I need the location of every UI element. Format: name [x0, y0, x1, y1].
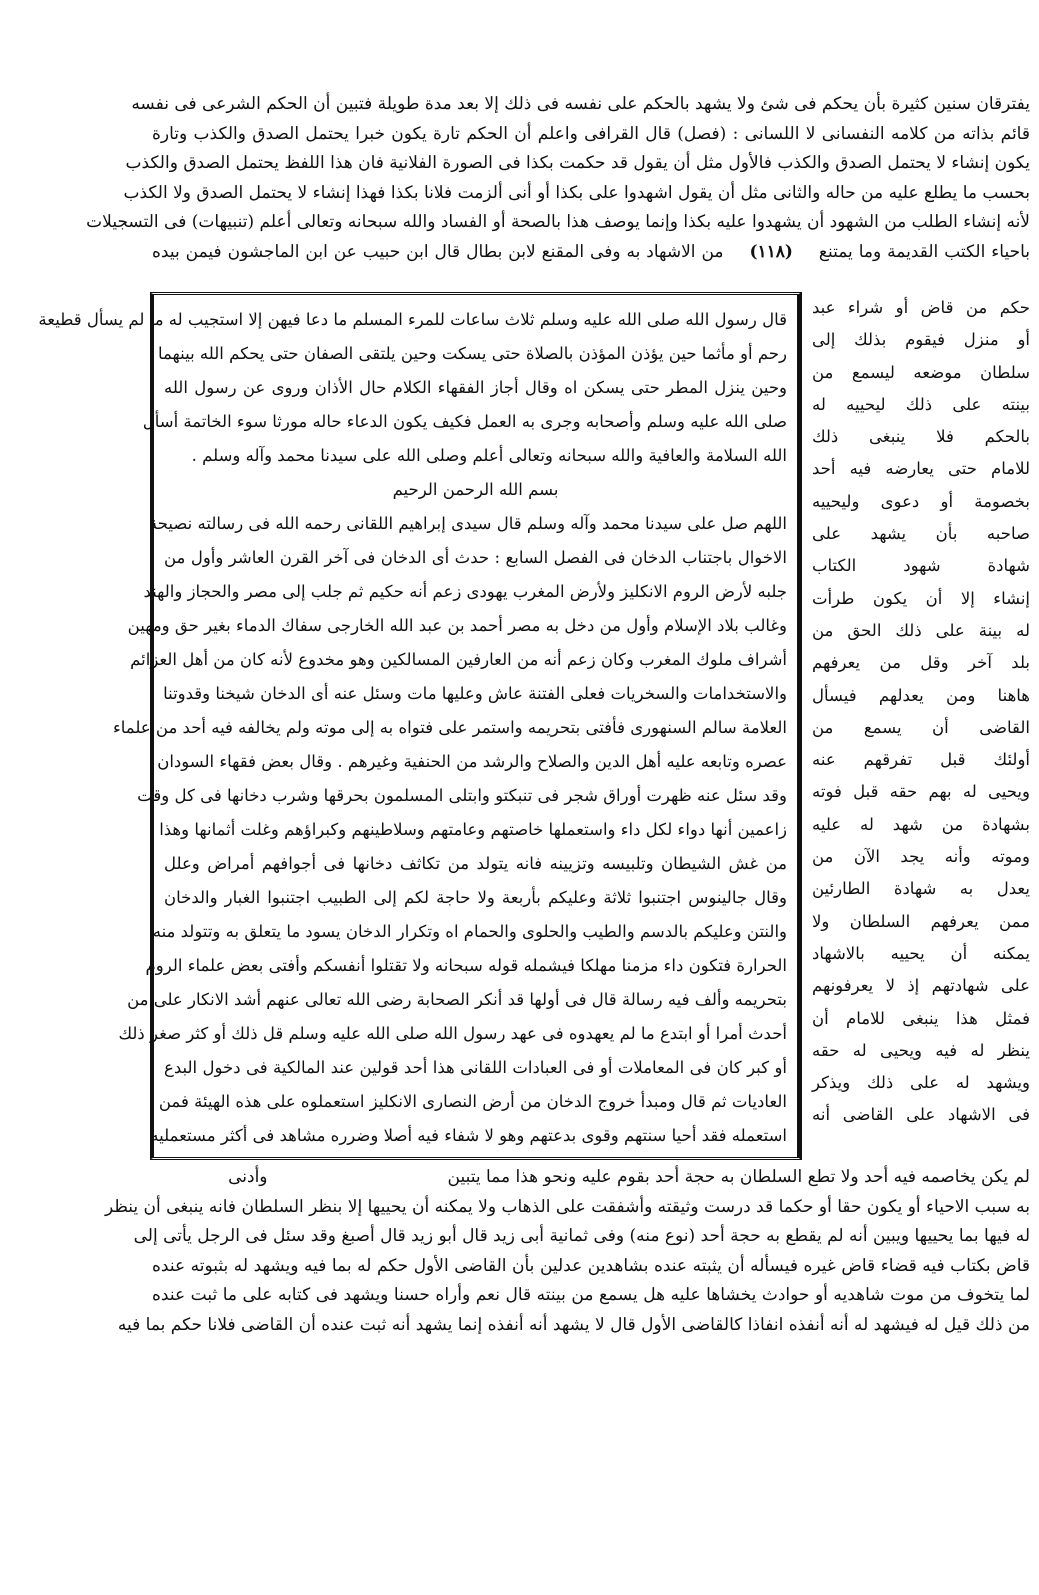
side-text-line: على شهادتهم إذ لا يعرفونهم — [812, 976, 1030, 996]
text-line: الحرارة فتكون داء مزمنا مهلكا فيشمله قوله سبحانه ولا تقتلوا أنفسكم وأفتى بعض علماء الروم — [145, 956, 787, 975]
text-line: رحم أو مأثما حين يؤذن المؤذن بالصلاة حتى يسكت وحين يلتقى الصفان حتى يحكم الله بينهما — [157, 344, 787, 363]
text-line: به سبب الاحياء أو يكون حقا أو حكما قد درست وثيقته وأشفقت على الذهاب ولا يمكنه أن يحييها إلا بنظر السلطان فانه ينبغى أن ينظر — [104, 1196, 1030, 1217]
side-text-line: شهادة شهود الكتاب — [812, 556, 1030, 576]
text-line: صلى الله عليه وسلم وأصحابه وجرى به العمل فكيف يكون الدعاء حاله مورثا سوء الخاتمة أسأل — [142, 412, 787, 431]
text-line: جلبه لأرض الروم الانكليز ولأرض المغرب يهودى زعم أنه حكيم ثم جلب إلى مصر والحجاز والهند — [143, 582, 787, 601]
bottom-text-block — [104, 1163, 1030, 1340]
text-line: زاعمين أنها دواء لكل داء واستعملها خاصتهم وعامتهم وسلاطينهم وكبراؤهم وغلت أثمانها وهذا — [159, 820, 787, 839]
text-line: والنتن وعليكم بالدسم والطيب والحلوى والحمام اه وتكرار الدخان يسود ما يتعلق به وتتولد منه — [152, 922, 787, 941]
side-text-line: ويحيى له بهم حقه قبل فوته — [812, 782, 1030, 802]
boxed-commentary-text — [38, 303, 787, 1153]
basmala-heading: بسم الله الرحمن الرحيم — [392, 480, 559, 499]
side-text-line: أو منزل فيقوم بذلك إلى — [812, 330, 1030, 350]
text-line: يفترقان سنين كثيرة بأن يحكم فى شئ ولا يشهد بالحكم على نفسه فى ذلك إلا بعد مدة طويلة فتبين أن الحكم الشرعى فى نفسه — [131, 94, 1030, 114]
text-line: لأنه إنشاء الطلب من الشهود أن يشهدوا عليه بكذا وإنما يوصف هذا بالصحة أو الفساد والله سبحانه وتعالى أعلم (تنبيهات) فى التسجيلات — [86, 212, 1030, 232]
top-text-block — [86, 90, 1030, 267]
running-header-line — [152, 238, 1030, 268]
text-line: أشراف ملوك المغرب وكان زعم أنه من العارفين المسالكين وهو مخدوع لأنه كان من أهل العزائم — [130, 650, 787, 669]
text-line: وغالب بلاد الإسلام وأول من دخل به مصر أحمد بن عبد الله الخارجى سفاك الدماء بغير حق ومهين — [127, 616, 787, 635]
side-text-line: حكم من قاض أو شراء عبد — [812, 298, 1030, 317]
text-line: بتحريمه وألف فيه رسالة قال فى أولها قد أنكر الصحابة رضى الله تعالى عنهم أشد الانكار على من — [127, 990, 787, 1009]
text-line: وحين ينزل المطر حتى يسكن اه وقال أجاز الفقهاء الكلام حال الأذان وروى عن رسول الله — [164, 378, 787, 397]
text-line: استعمله فقد أحيا سنتهم وقوى بدعتهم وهو لا شفاء فيه أصلا وضرره مشاهد فى أكثر مستعمليه — [150, 1126, 787, 1145]
text-line: لما يتخوف من موت شاهديه أو حوادث يخشاها عليه هل يسمع من بينته قال نعم وأراه حسنا ويشهد فى كتابه على ما ثبت عنده — [152, 1285, 1030, 1305]
text-line — [152, 1163, 1030, 1193]
text-line: بحسب ما يطلع عليه من حاله والثانى مثل أن يقول اشهدوا على بكذا أو أنى ألزمت فلانا بكذا فهذا إنشاء لا يحتمل الصدق ولا الكذب — [123, 182, 1030, 203]
text-line: وقال جالينوس اجتنبوا ثلاثة وعليكم بأربعة ولا حاجة لكم إلى الطبيب اجتنبوا الغبار والدخان — [164, 888, 787, 907]
side-text-line: أولئك قبل تفرقهم عنه — [812, 750, 1030, 770]
side-text-line: ويشهد له على ذلك ويذكر — [812, 1073, 1030, 1093]
text-line: أو كبر كان فى المعاملات أو فى العبادات اللقانى هذا أحد قولين عند المالكية فى دخول البدع — [164, 1058, 787, 1077]
text-line: أحدث أمرا أو ابتدع ما لم يعهدوه فى عهد رسول الله صلى الله عليه وسلم قل ذلك أو كثر صغر ذلك — [118, 1024, 787, 1043]
side-text-line: صاحبه بأن يشهد على — [812, 524, 1030, 544]
text-line: قائم بذاته من كلامه النفسانى لا اللسانى : (فصل) قال القرافى واعلم أن الحكم تارة يكون خبرا يحتمل الصدق والكذب وتارة — [152, 123, 1030, 144]
text-line: له فيها بما يحييها ويبين أنه لم يقطع به حجة أحد (نوع منه) وفى ثمانية أبى زيد قال أبو زيد قال أصبغ وقد سئل فى الرجل يأتى إلى — [133, 1226, 1030, 1246]
text-line: اللهم صل على سيدنا محمد وآله وسلم قال سيدى إبراهيم اللقانى رحمه الله فى رسالته نصيحة — [148, 514, 787, 533]
side-text-line: بينته على ذلك ليحييه له — [812, 394, 1030, 414]
bottom-first-right: لم يكن يخاصمه فيه أحد ولا تطع السلطان به حجة أحد بقوم عليه ونحو هذا مما يتبين — [447, 1167, 1030, 1187]
side-text-line: القاضى أن يسمع من — [812, 717, 1030, 737]
side-text-line: بشهادة من شهد له عليه — [812, 814, 1030, 834]
page-number: (١١٨) — [749, 241, 793, 262]
side-text-line: بلد آخر وقل من يعرفهم — [812, 653, 1030, 673]
text-line: قال رسول الله صلى الله عليه وسلم ثلاث ساعات للمرء المسلم ما دعا فيهن إلا استجيب له ما لم يسأل قطيعة — [38, 310, 787, 329]
side-text-line: ينظر له فيه ويحيى له حقه — [812, 1040, 1030, 1060]
text-line: والاستخدامات والسخريات فعلى الفتنة عاش وعليها مات وسئل عنه أى الدخان شيخنا وقدوتنا — [163, 684, 787, 703]
side-text-line: فمثل هذا ينبغى للامام أن — [812, 1008, 1030, 1028]
text-line: من ذلك قيل له فيشهد له أنه أنفذه انفاذا كالقاضى الأول قال لا يشهد أنه أنفذه إنما يشهد أنه ثبت عنده أن القاضى فلانا حكم بما فيه — [117, 1314, 1030, 1335]
side-text-line: سلطان موضعه ليسمع من — [812, 362, 1030, 382]
header-right: باحياء الكتب القديمة وما يمتنع — [818, 241, 1030, 262]
text-line: وقد سئل عنه ظهرت أوراق شجر فى تنبكتو وابتلى المسلمون بحرقها وشرب دخانها فى كل وقت — [137, 786, 787, 805]
side-text-line: إنشاء إلا أن يكون طرأت — [812, 588, 1030, 608]
side-text-line: يمكنه أن يحييه بالاشهاد — [812, 943, 1030, 963]
side-text-line: وموته وأنه يجد الآن من — [812, 847, 1030, 867]
side-column-text — [812, 292, 1030, 1132]
side-text-line: يعدل به شهادة الطارئين — [812, 879, 1030, 899]
text-line: يكون إنشاء لا يحتمل الصدق والكذب فالأول مثل أن يقول قد حكمت بكذا فى الصورة الفلانية فان هذا اللفظ يحتمل الصدق والكذب — [125, 153, 1030, 173]
boxed-commentary-frame — [38, 292, 802, 1160]
side-text-line: بالحكم فلا ينبغى ذلك — [812, 427, 1030, 447]
side-text-line: فى الاشهاد على القاضى أنه — [812, 1105, 1030, 1125]
text-line: من غش الشيطان وتلبيسه وتزيينه فانه يتولد من تكاثف دخانها فى أجوافهم أمراض وعلل — [164, 854, 787, 873]
text-line: قاض بكتاب فيه قضاء قاض غيره فيسأله أن يثبته عنده بشاهدين عدلين بأن القاضى الأول حكم له بما فيه ويشهد له بثبوته عنده — [152, 1255, 1030, 1276]
side-text-line: هاهنا ومن يعدلهم فيسأل — [812, 685, 1030, 705]
text-line: الاخوال باجتناب الدخان فى الفصل السابع : حدث أى الدخان فى آخر القرن العاشر وأول من — [164, 548, 787, 567]
side-text-line: للامام حتى يعارضه فيه أحد — [812, 459, 1030, 479]
side-text-line: ممن يعرفهم السلطان ولا — [812, 911, 1030, 931]
header-left: من الاشهاد به وفى المقنع لابن بطال قال ابن حبيب عن ابن الماجشون فيمن بيده — [152, 241, 724, 262]
text-line: الله السلامة والعافية والله سبحانه وتعالى أعلم وصلى الله على سيدنا محمد وآله وسلم . — [191, 446, 787, 465]
text-line: عصره وتابعه عليه أهل الدين والصلاح والرشد من الحنفية وغيرهم . وقال بعض فقهاء السودان — [157, 752, 787, 771]
side-text-line: بخصومة أو دعوى وليحييه — [812, 491, 1030, 511]
text-line: العلامة سالم السنهورى فأفتى بتحريمه واستمر على فتواه به إلى موته ولم يخالفه فيه أحد من علماء — [113, 718, 787, 737]
bottom-first-left: وأدنى — [228, 1167, 268, 1187]
text-line: العاديات ثم قال ومبدأ خروج الدخان من أرض النصارى الانكليز استعملوه على هذه الهيئة فمن — [158, 1092, 787, 1111]
side-text-line: له بينة على ذلك الحق من — [812, 620, 1030, 640]
